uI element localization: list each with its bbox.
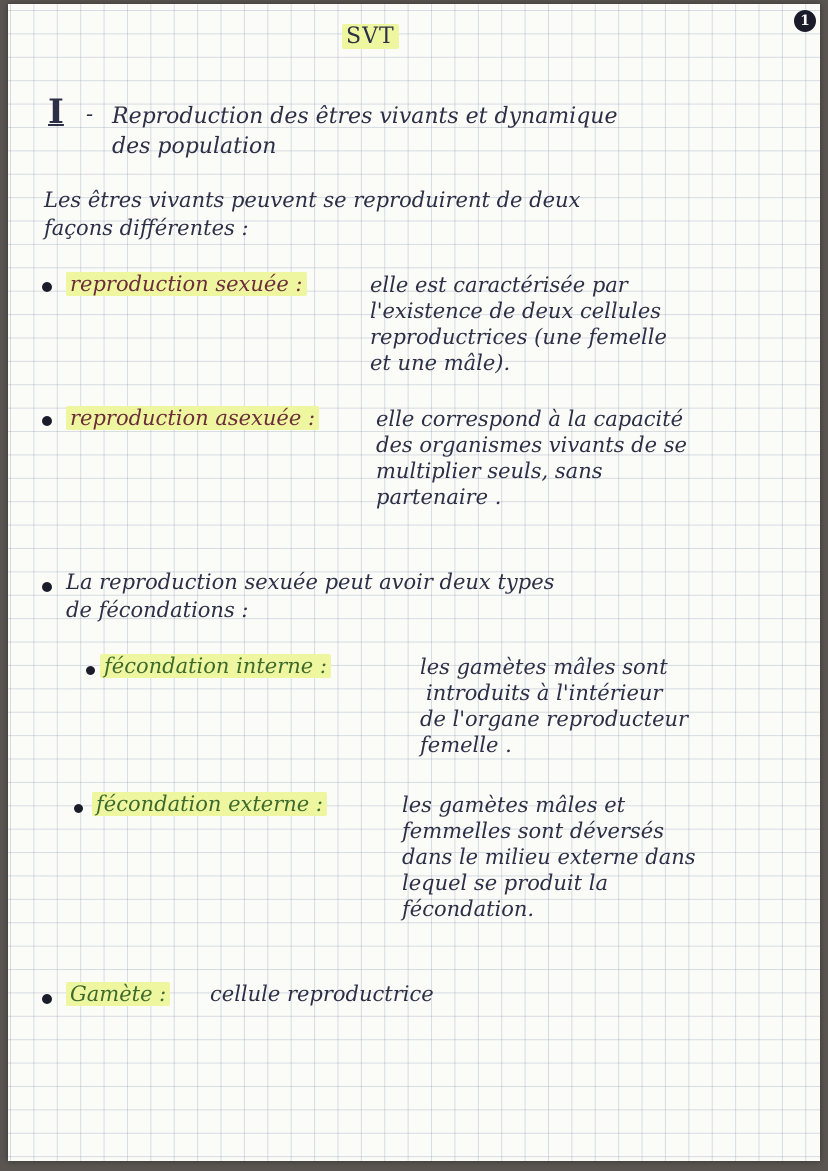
definition-line: reproductrices (une femelle (370, 325, 667, 349)
definition-internal-fecondation (420, 654, 688, 758)
section-title-line1: Reproduction des êtres vivants et dynamique (112, 104, 618, 129)
definition-line: femelle . (420, 733, 512, 757)
bullet-icon (42, 416, 52, 426)
fecondation-intro-line2: de fécondations : (66, 598, 249, 622)
definition-line: elle est caractérisée par (370, 273, 628, 297)
definition-external-fecondation (402, 792, 696, 922)
term-gamete: Gamète : (66, 982, 170, 1006)
subject-title: SVT (342, 24, 399, 49)
section-title-line2: des population (112, 134, 277, 159)
definition-line: lequel se produit la (402, 871, 608, 895)
definition-line: introduits à l'intérieur (426, 681, 663, 705)
definition-line: des organismes vivants de se (376, 433, 687, 457)
page-number-badge: 1 (794, 10, 816, 32)
definition-line: elle correspond à la capacité (376, 407, 684, 431)
section-dash: - (86, 102, 94, 126)
definition-line: fécondation. (402, 897, 535, 921)
term-internal-fecondation: fécondation interne : (100, 654, 331, 678)
term-asexual-reproduction: reproduction asexuée : (66, 406, 319, 430)
bullet-icon (86, 666, 95, 675)
definition-asexual-reproduction (376, 406, 687, 510)
definition-line: multiplier seuls, sans (376, 459, 603, 483)
section-numeral: I (48, 92, 64, 132)
definition-line: et une mâle). (370, 351, 511, 375)
term-external-fecondation: fécondation externe : (92, 792, 327, 816)
intro-line1: Les êtres vivants peuvent se reproduirent de deux (44, 188, 581, 212)
definition-line: les gamètes mâles sont (420, 655, 668, 679)
definition-line: partenaire . (376, 485, 502, 509)
fecondation-intro-line1: La reproduction sexuée peut avoir deux types (66, 570, 555, 594)
definition-line: les gamètes mâles et (402, 793, 626, 817)
bullet-icon (42, 582, 52, 592)
intro-line2: façons différentes : (44, 216, 249, 240)
term-sexual-reproduction: reproduction sexuée : (66, 272, 307, 296)
definition-line: l'existence de deux cellules (370, 299, 662, 323)
definition-sexual-reproduction (370, 272, 667, 376)
bullet-icon (42, 994, 52, 1004)
definition-line: dans le milieu externe dans (402, 845, 696, 869)
definition-line: femmelles sont déversés (402, 819, 665, 843)
bullet-icon (74, 804, 83, 813)
notebook-page (8, 4, 820, 1161)
bullet-icon (42, 282, 52, 292)
definition-line: de l'organe reproducteur (420, 707, 689, 731)
definition-gamete: cellule reproductrice (210, 982, 434, 1006)
